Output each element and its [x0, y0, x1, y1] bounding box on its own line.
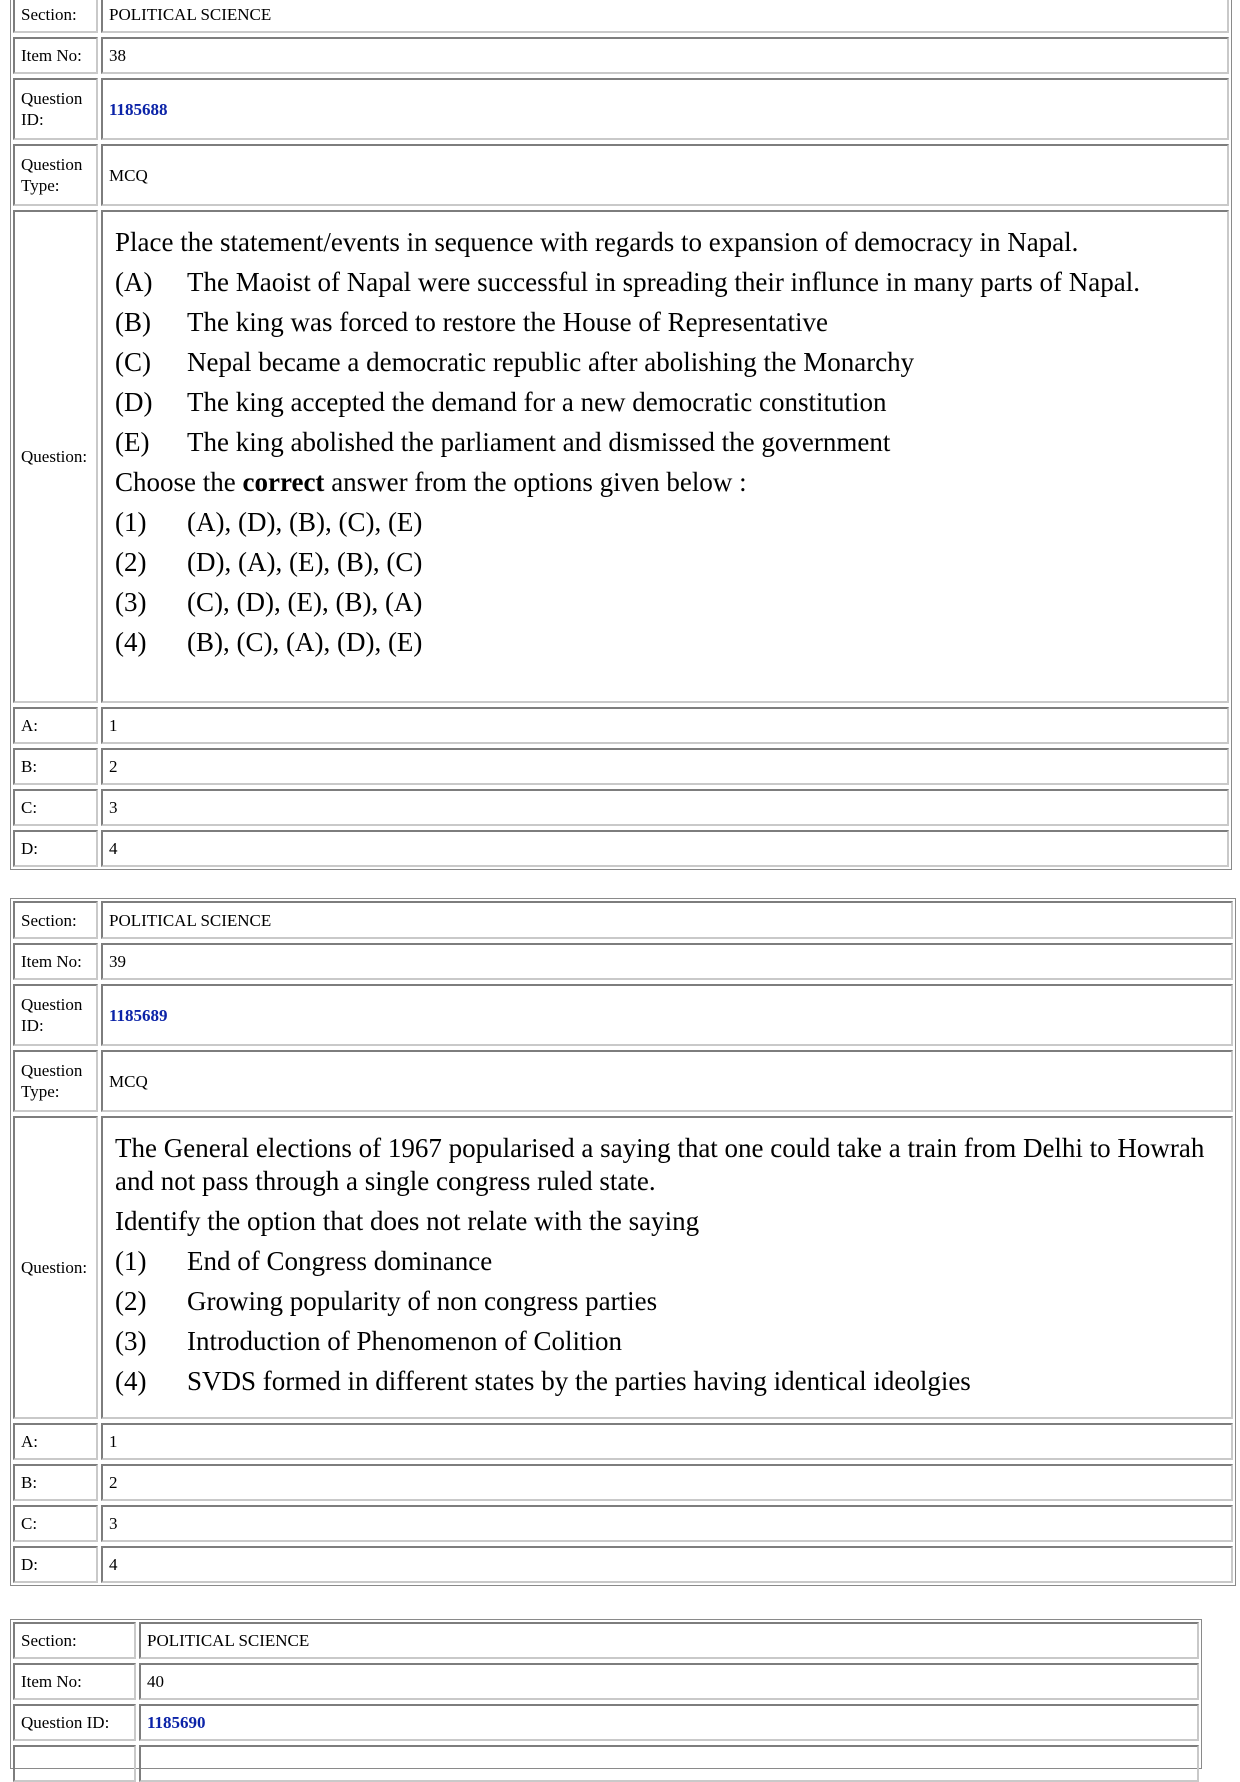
statement-a: (A) The Maoist of Napal were successful in spreading their influnce in many parts of Napal.: [115, 267, 1140, 297]
answer-row-d: [13, 1546, 1233, 1583]
question-stem: Place the statement/events in sequence with regards to expansion of democracy in Napal.: [115, 227, 1079, 257]
question-id-row: [13, 1704, 1199, 1741]
answer-value-d: 4: [101, 1546, 1233, 1583]
item-no-label: Item No:: [13, 37, 98, 74]
item-no-value: 40: [139, 1663, 1199, 1700]
section-label: Section:: [13, 0, 98, 33]
item-no-row: [13, 37, 1229, 74]
section-value: POLITICAL SCIENCE: [139, 1622, 1199, 1659]
next-row-partial: [13, 1745, 1199, 1782]
question-stem: The General elections of 1967 popularised a saying that one could take a train from Delhi to Howrah and not pass through a single congress ruled state.: [115, 1133, 1205, 1196]
answer-label-d: D:: [13, 830, 98, 867]
option-3: (3) (C), (D), (E), (B), (A): [115, 587, 423, 617]
item-no-label: Item No:: [13, 1663, 136, 1700]
question-id-value: 1185688: [101, 78, 1229, 140]
next-label-partial: [13, 1745, 136, 1782]
question-id-row: [13, 984, 1233, 1046]
section-row: [13, 901, 1233, 939]
statement-c: (C) Nepal became a democratic republic after abolishing the Monarchy: [115, 347, 915, 377]
answer-row-a: [13, 707, 1229, 744]
section-value: POLITICAL SCIENCE: [101, 901, 1233, 939]
answer-row-c: [13, 1505, 1233, 1542]
item-no-label: Item No:: [13, 943, 98, 980]
item-no-value: 39: [101, 943, 1233, 980]
question-row: [13, 210, 1229, 703]
item-no-row: [13, 943, 1233, 980]
question-block-38: [10, 0, 1232, 870]
answer-value-c: 3: [101, 789, 1229, 826]
option-4: (4) SVDS formed in different states by the parties having identical ideolgies: [115, 1366, 971, 1396]
answer-label-c: C:: [13, 789, 98, 826]
next-value-partial: [139, 1745, 1199, 1782]
question-id-label: Question ID:: [13, 78, 98, 140]
question-type-row: [13, 144, 1229, 206]
question-type-label: Question Type:: [13, 1050, 98, 1112]
answer-value-c: 3: [101, 1505, 1233, 1542]
answer-value-a: 1: [101, 1423, 1233, 1460]
question-type-label: Question Type:: [13, 144, 98, 206]
answer-row-d: [13, 830, 1229, 867]
choose-instruction: Choose the correct answer from the options given below :: [115, 467, 747, 497]
answer-row-b: [13, 1464, 1233, 1501]
question-id-label: Question ID:: [13, 1704, 136, 1741]
section-label: Section:: [13, 901, 98, 939]
answer-label-c: C:: [13, 1505, 98, 1542]
question-type-value: MCQ: [101, 144, 1229, 206]
question-id-value: 1185689: [101, 984, 1233, 1046]
section-label: Section:: [13, 1622, 136, 1659]
question-type-value: MCQ: [101, 1050, 1233, 1112]
answer-row-b: [13, 748, 1229, 785]
question-stem-2: Identify the option that does not relate with the saying: [115, 1206, 700, 1236]
option-1: (1) End of Congress dominance: [115, 1246, 493, 1276]
answer-value-b: 2: [101, 748, 1229, 785]
answer-label-b: B:: [13, 1464, 98, 1501]
question-block-40: [10, 1619, 1202, 1769]
question-block-39: [10, 898, 1236, 1586]
section-row: [13, 1622, 1199, 1659]
item-no-value: 38: [101, 37, 1229, 74]
section-row: [13, 0, 1229, 33]
question-label: Question:: [13, 1116, 98, 1419]
question-row: [13, 1116, 1233, 1419]
option-3: (3) Introduction of Phenomenon of Colition: [115, 1326, 622, 1356]
question-text: [101, 210, 1229, 703]
option-2: (2) (D), (A), (E), (B), (C): [115, 547, 423, 577]
answer-value-a: 1: [101, 707, 1229, 744]
question-id-value: 1185690: [139, 1704, 1199, 1741]
option-1: (1) (A), (D), (B), (C), (E): [115, 507, 423, 537]
question-id-label: Question ID:: [13, 984, 98, 1046]
statement-b: (B) The king was forced to restore the House of Representative: [115, 307, 829, 337]
answer-label-b: B:: [13, 748, 98, 785]
item-no-row: [13, 1663, 1199, 1700]
answer-label-a: A:: [13, 1423, 98, 1460]
answer-row-c: [13, 789, 1229, 826]
statement-e: (E) The king abolished the parliament and dismissed the government: [115, 427, 891, 457]
option-2: (2) Growing popularity of non congress parties: [115, 1286, 658, 1316]
answer-value-b: 2: [101, 1464, 1233, 1501]
statement-d: (D) The king accepted the demand for a new democratic constitution: [115, 387, 887, 417]
answer-label-d: D:: [13, 1546, 98, 1583]
answer-label-a: A:: [13, 707, 98, 744]
question-label: Question:: [13, 210, 98, 703]
answer-value-d: 4: [101, 830, 1229, 867]
question-type-row: [13, 1050, 1233, 1112]
option-4: (4) (B), (C), (A), (D), (E): [115, 627, 423, 657]
section-value: POLITICAL SCIENCE: [101, 0, 1229, 33]
answer-row-a: [13, 1423, 1233, 1460]
question-id-row: [13, 78, 1229, 140]
question-text: [101, 1116, 1233, 1419]
